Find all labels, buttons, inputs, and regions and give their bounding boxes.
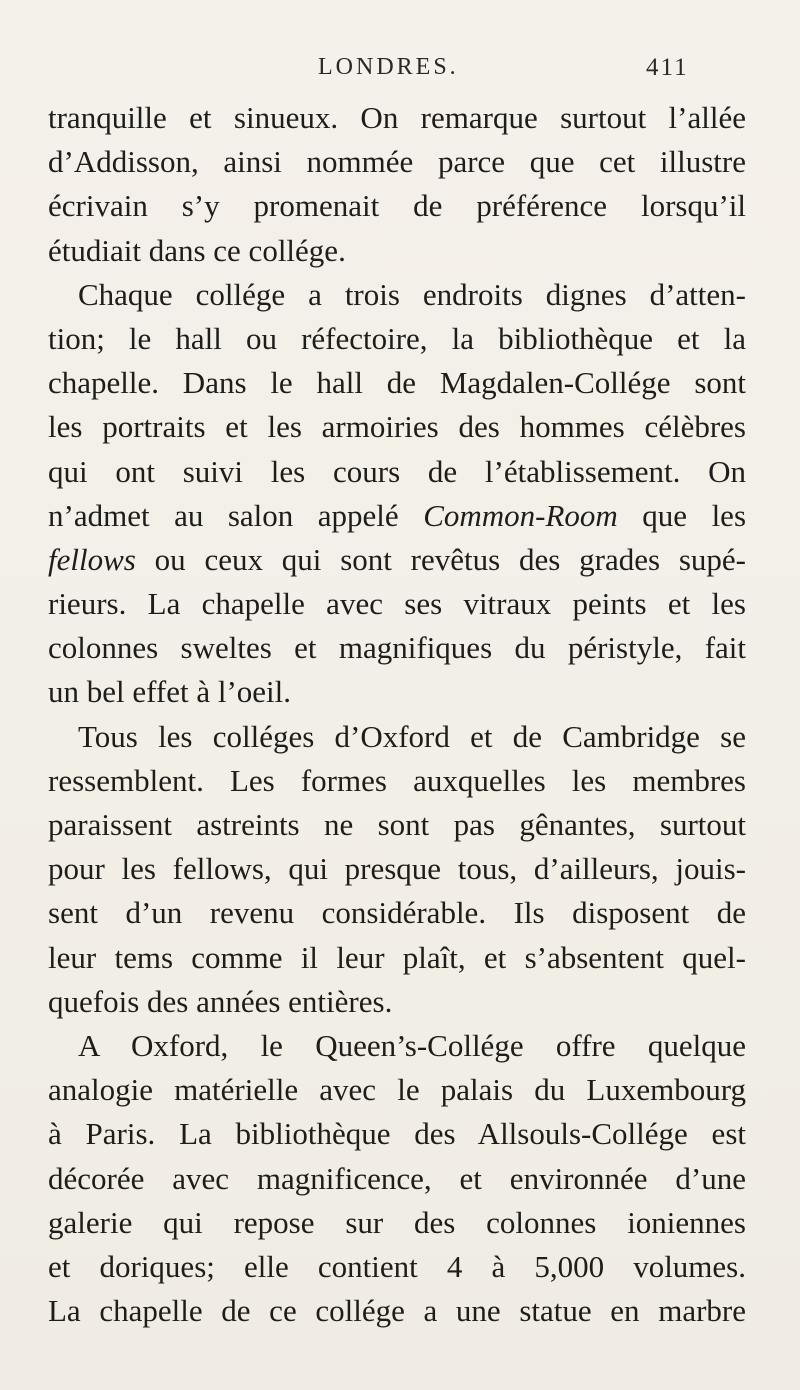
text-line: rieurs. La chapelle avec ses vitraux peints et les — [48, 586, 746, 622]
paragraph-start-line: Chaque collége a trois endroits dignes d’atten- — [78, 276, 746, 312]
text-line: les portraits et les armoiries des hommes célèbres — [48, 409, 746, 445]
text-fragment: n’admet au salon appelé — [48, 497, 424, 533]
text-line-with-italic — [48, 494, 746, 538]
text-line: colonnes sweltes et magnifiques du péristyle, fait — [48, 630, 746, 666]
text-line: d’Addisson, ainsi nommée parce que cet illustre — [48, 144, 746, 180]
text-line: et doriques; elle contient 4 à 5,000 volumes. — [48, 1248, 746, 1284]
text-line: leur tems comme il leur plaît, et s’absentent quel- — [48, 939, 746, 975]
text-fragment: que les — [617, 497, 747, 533]
text-line: tranquille et sinueux. On remarque surtout l’allée — [48, 100, 746, 135]
text-fragment: ou ceux qui sont revêtus des grades supé- — [135, 541, 746, 577]
body-text — [48, 96, 746, 1333]
page-number: 411 — [646, 54, 689, 81]
text-line: sent d’un revenu considérable. Ils disposent de — [48, 895, 746, 931]
text-line-with-italic — [48, 538, 746, 582]
text-line: La chapelle de ce collége a une statue en marbre — [48, 1293, 746, 1329]
text-line: décorée avec magnificence, et environnée d’une — [48, 1160, 746, 1196]
italic-term-common-room: Common-Room — [423, 497, 618, 533]
running-head: LONDRES. — [318, 54, 459, 80]
text-line: galerie qui repose sur des colonnes ioniennes — [48, 1204, 746, 1240]
italic-term-fellows: fellows — [48, 541, 136, 577]
text-line: quefois des années entières. — [48, 983, 393, 1019]
paragraph-start-line: Tous les colléges d’Oxford et de Cambridge se — [78, 718, 746, 754]
text-line: qui ont suivi les cours de l’établissement. On — [48, 453, 746, 489]
page-header — [0, 54, 800, 94]
text-line: étudiait dans ce collége. — [48, 232, 346, 268]
text-line: à Paris. La bibliothèque des Allsouls-Collége est — [48, 1116, 746, 1152]
text-line: écrivain s’y promenait de préférence lorsqu’il — [48, 188, 746, 224]
paragraph-start-line: A Oxford, le Queen’s-Collége offre quelque — [78, 1027, 746, 1063]
text-line: un bel effet à l’oeil. — [48, 674, 292, 710]
text-line: paraissent astreints ne sont pas gênantes, surtout — [48, 807, 746, 842]
text-line: chapelle. Dans le hall de Magdalen-Collége sont — [48, 365, 746, 401]
text-line: tion; le hall ou réfectoire, la bibliothèque et la — [48, 320, 746, 356]
text-line: analogie matérielle avec le palais du Luxembourg — [48, 1072, 746, 1108]
text-line: ressemblent. Les formes auxquelles les membres — [48, 762, 746, 798]
text-line: pour les fellows, qui presque tous, d’ailleurs, jouis- — [48, 851, 746, 887]
